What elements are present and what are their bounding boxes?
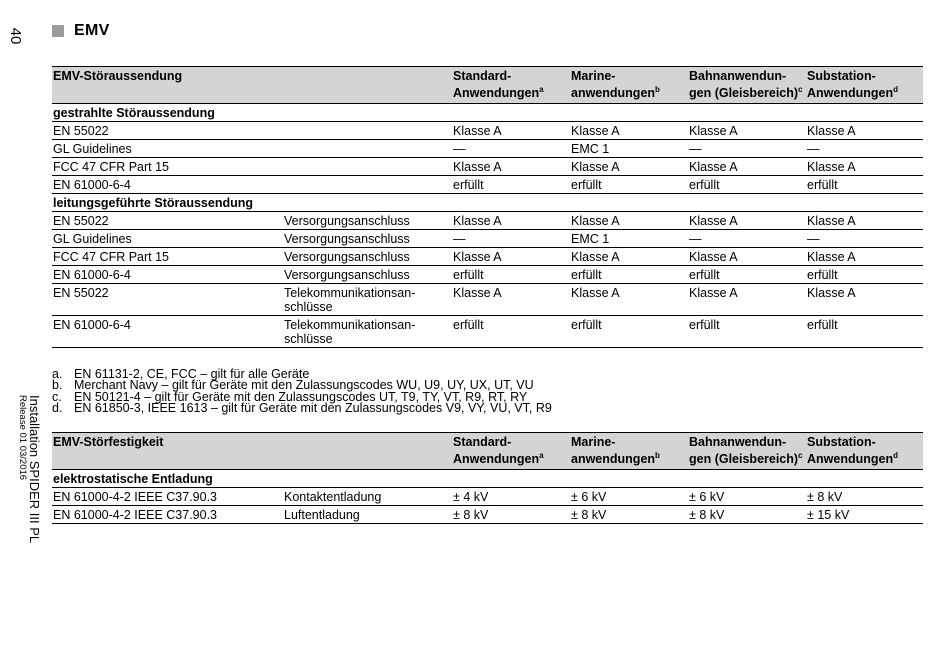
table-row xyxy=(52,158,923,176)
table-cell: erfüllt xyxy=(806,176,923,194)
table-cell: Klasse A xyxy=(688,212,806,230)
side-document-title: Installation SPIDER III PL xyxy=(27,395,42,544)
table-row xyxy=(52,316,923,348)
table-cell: erfüllt xyxy=(452,316,570,348)
section-row xyxy=(52,194,923,212)
column-header: Marine-anwendungen$^b$ xyxy=(570,433,688,470)
side-running-footer xyxy=(5,395,41,625)
table-row xyxy=(52,488,923,506)
table-row xyxy=(52,176,923,194)
table-cell: — xyxy=(452,140,570,158)
table-cell: EN 55022 xyxy=(52,284,283,316)
footnotes xyxy=(52,369,923,415)
table-cell xyxy=(283,158,452,176)
table-cell: Klasse A xyxy=(688,284,806,316)
table-cell: Klasse A xyxy=(570,122,688,140)
table-cell: erfüllt xyxy=(570,176,688,194)
column-header: Bahnanwendun-gen (Gleisbereich)$^c$ xyxy=(688,433,806,470)
table-cell: EN 55022 xyxy=(52,212,283,230)
table-cell: FCC 47 CFR Part 15 xyxy=(52,248,283,266)
table-cell: EN 61000-4-2 IEEE C37.90.3 xyxy=(52,488,283,506)
table-cell: EN 61000-6-4 xyxy=(52,266,283,284)
section-title: elektrostatische Entladung xyxy=(52,470,923,488)
table-row xyxy=(52,230,923,248)
section-heading xyxy=(52,22,110,40)
table-cell: erfüllt xyxy=(452,266,570,284)
table-cell: — xyxy=(806,230,923,248)
table-cell: Klasse A xyxy=(688,158,806,176)
table-cell: erfüllt xyxy=(688,176,806,194)
table-cell: Telekommunikationsan-schlüsse xyxy=(283,316,452,348)
emission-table xyxy=(52,66,923,348)
table-cell: Klasse A xyxy=(570,158,688,176)
table-cell: ± 15 kV xyxy=(806,506,923,524)
table-cell: Klasse A xyxy=(806,122,923,140)
table-row xyxy=(52,284,923,316)
table-cell: — xyxy=(688,230,806,248)
table-cell: Klasse A xyxy=(688,122,806,140)
table-cell: erfüllt xyxy=(688,316,806,348)
table-cell: Klasse A xyxy=(452,212,570,230)
table-cell: — xyxy=(452,230,570,248)
table-cell: ± 8 kV xyxy=(806,488,923,506)
table-cell: GL Guidelines xyxy=(52,230,283,248)
footnote-c: c. EN 50121-4 – gilt für Geräte mit den Zulassungscodes UT, T9, TY, VT, R9, RT, RY xyxy=(52,389,528,404)
table-cell: ± 4 kV xyxy=(452,488,570,506)
column-header: EMV-Störfestigkeit xyxy=(52,433,283,470)
table-cell: — xyxy=(688,140,806,158)
table-row xyxy=(52,122,923,140)
table-cell: Klasse A xyxy=(452,158,570,176)
table-cell: Klasse A xyxy=(570,248,688,266)
table-cell: EN 61000-6-4 xyxy=(52,316,283,348)
table-cell: Luftentladung xyxy=(283,506,452,524)
table-cell: GL Guidelines xyxy=(52,140,283,158)
table-row xyxy=(52,266,923,284)
table-cell: ± 8 kV xyxy=(688,506,806,524)
table-row xyxy=(52,248,923,266)
section-title: EMV xyxy=(74,22,110,39)
column-header xyxy=(283,67,452,104)
table-cell: — xyxy=(806,140,923,158)
table-row xyxy=(52,506,923,524)
heading-square-icon xyxy=(52,25,64,37)
table-cell: erfüllt xyxy=(570,266,688,284)
table-cell: Versorgungsanschluss xyxy=(283,212,452,230)
footnote-d: d. EN 61850-3, IEEE 1613 – gilt für Geräte mit den Zulassungscodes V9, VY, VU, VT, R9 xyxy=(52,401,552,416)
table-cell: ± 6 kV xyxy=(570,488,688,506)
table-cell: Klasse A xyxy=(452,284,570,316)
table-cell: erfüllt xyxy=(806,316,923,348)
table-cell: Klasse A xyxy=(806,284,923,316)
table-cell xyxy=(283,122,452,140)
column-header: Substation-Anwendungen$^d$ xyxy=(806,433,923,470)
immunity-table xyxy=(52,432,923,524)
column-header: Standard-Anwendungen$^a$ xyxy=(452,67,570,104)
table-cell: FCC 47 CFR Part 15 xyxy=(52,158,283,176)
table-cell: Klasse A xyxy=(570,284,688,316)
table-cell: Versorgungsanschluss xyxy=(283,230,452,248)
table-cell: ± 6 kV xyxy=(688,488,806,506)
section-row xyxy=(52,470,923,488)
table-cell: ± 8 kV xyxy=(452,506,570,524)
table-cell: Versorgungsanschluss xyxy=(283,248,452,266)
column-header: Standard-Anwendungen$^a$ xyxy=(452,433,570,470)
table-row xyxy=(52,212,923,230)
side-release-info: Release 01 03/2016 xyxy=(17,395,28,481)
table-cell: Klasse A xyxy=(452,248,570,266)
table-cell: Klasse A xyxy=(806,212,923,230)
column-header: Marine-anwendungen$^b$ xyxy=(570,67,688,104)
table-cell: ± 8 kV xyxy=(570,506,688,524)
table-cell: Kontaktentladung xyxy=(283,488,452,506)
column-header: Substation-Anwendungen$^d$ xyxy=(806,67,923,104)
table-cell: EN 61000-6-4 xyxy=(52,176,283,194)
table-cell xyxy=(283,176,452,194)
page-number: 40 xyxy=(7,27,24,45)
table-cell: erfüllt xyxy=(688,266,806,284)
footnote-a: a. EN 61131-2, CE, FCC – gilt für alle Geräte xyxy=(52,367,310,381)
table-cell: erfüllt xyxy=(570,316,688,348)
section-title: leitungsgeführte Störaussendung xyxy=(52,194,923,212)
table-cell: EN 55022 xyxy=(52,122,283,140)
column-header: EMV-Störaussendung xyxy=(52,67,283,104)
column-header: Bahnanwendun-gen (Gleisbereich)$^c$ xyxy=(688,67,806,104)
footnote-b: b. Merchant Navy – gilt für Geräte mit den Zulassungscodes WU, U9, UY, UX, UT, VU xyxy=(52,378,534,393)
table-cell: EMC 1 xyxy=(570,230,688,248)
table-cell: Klasse A xyxy=(806,158,923,176)
section-title: gestrahlte Störaussendung xyxy=(52,104,923,122)
table-cell: Klasse A xyxy=(452,122,570,140)
table-cell: erfüllt xyxy=(452,176,570,194)
table-cell: Versorgungsanschluss xyxy=(283,266,452,284)
table-cell: Klasse A xyxy=(688,248,806,266)
table-cell: erfüllt xyxy=(806,266,923,284)
table-cell xyxy=(283,140,452,158)
column-header xyxy=(283,433,452,470)
table-cell: EN 61000-4-2 IEEE C37.90.3 xyxy=(52,506,283,524)
table-cell: Telekommunikationsan-schlüsse xyxy=(283,284,452,316)
table-cell: Klasse A xyxy=(570,212,688,230)
table-cell: EMC 1 xyxy=(570,140,688,158)
section-row xyxy=(52,104,923,122)
table-row xyxy=(52,140,923,158)
table-cell: Klasse A xyxy=(806,248,923,266)
